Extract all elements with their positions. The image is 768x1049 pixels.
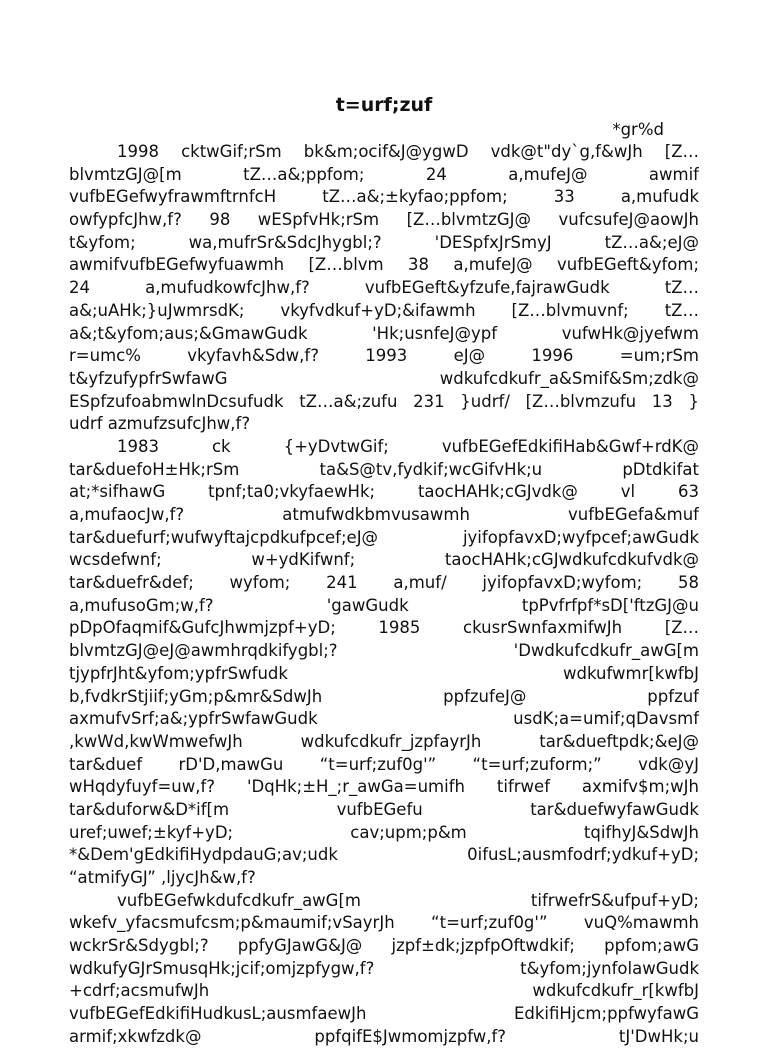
document-page <box>69 92 699 1049</box>
document-title: t=urf;zuf <box>335 94 433 116</box>
text-line: a,mufaocJw,f? atmufwdkbmvusawmh vufbEGefa&muf <box>69 505 699 524</box>
text-line: 24 a,mufudkowfcJhw,f? vufbEGeft&yfzufe,fajrawGudk tZ… <box>69 278 699 298</box>
text-line: vufbEGefwkdufcdkufr_awG[m tifrwefrS&ufpuf+yD; <box>117 890 699 910</box>
text-line: ,kwWd,kwWmwefwJh wdkufcdkufr_jzpfayrJh tar&dueftpdk;&eJ@ <box>69 731 699 751</box>
paragraph-1 <box>69 141 699 436</box>
text-line: t&yfom; wa,mufrSr&SdcJhygbl;? 'DESpfxJrSmyJ tZ…a&;eJ@ <box>69 232 699 252</box>
text-line: 1998 cktwGif;rSm bk&m;ocif&J@ygwD vdk@t"dy`g,f&wJh [Z… <box>117 142 699 161</box>
text-line: “atmifyGJ” ,ljycJh&w,f? <box>69 868 256 887</box>
text-line: awmifvufbEGefwyfuawmh [Z…blvm 38 a,mufeJ@ vufbEGeft&yfom; <box>69 255 699 275</box>
text-line: wkefv_yfacsmufcsm;p&maumif;vSayrJh “t=urf;zuf0g'” vuQ%mawmh <box>69 913 699 933</box>
paragraph-3 <box>69 890 699 1049</box>
text-line: *&Dem'gEdkifiHydpdauG;av;udk 0ifusL;ausmfodrf;ydkuf+yD; <box>69 845 699 865</box>
text-line: tjypfrJht&yfom;ypfrSwfudk wdkufwmr[kwfbJ <box>69 663 699 683</box>
paragraph-2 <box>69 436 699 890</box>
text-line: axmufvSrf;a&;ypfrSwfawGudk usdK;a=umif;qDavsmf <box>69 709 699 729</box>
text-line: t&yfzufypfrSwfawG wdkufcdkufr_a&Smif&Sm;zdk@ <box>69 368 699 388</box>
text-line: +cdrf;acsmufwJh wdkufcdkufr_r[kwfbJ <box>69 981 699 1001</box>
text-line: wcsdefwnf; w+ydKifwnf; taocHAHk;cGJwdkufcdkufvdk@ <box>69 550 699 570</box>
text-line: vufbEGefwyfrawmftrnfcH tZ…a&;±kyfao;ppfom; 33 a,mufudk <box>69 187 699 207</box>
text-line: r=umc% vkyfavh&Sdw,f? 1993 eJ@ 1996 =um;rSm <box>69 346 699 366</box>
text-line: blvmtzGJ@eJ@awmhrqdkifygbl;? 'Dwdkufcdkufr_awG[m <box>69 641 699 661</box>
text-line: blvmtzGJ@[m tZ…a&;ppfom; 24 a,mufeJ@ awmif <box>69 164 699 184</box>
text-line: wHqdyfuyf=uw,f? 'DqHk;±H_;r_awGa=umifh tifrwef axmifv$m;wJh <box>69 777 699 797</box>
text-line: a&;t&yfom;aus;&GmawGudk 'Hk;usnfeJ@ypf vufwHk@jyefwm <box>69 323 699 343</box>
text-line: b,fvdkrStjiif;yGm;p&mr&SdwJh ppfzufeJ@ ppfzuf <box>69 686 699 706</box>
text-line: tar&duforw&D*if[m vufbEGefu tar&duefwyfawGudk <box>69 799 699 819</box>
text-line: ESpfzufoabmwlnDcsufudk tZ…a&;zufu 231 }udrf/ [Z…blvmzufu 13 } <box>69 391 699 411</box>
text-line: tar&duef rD'D,mawGu “t=urf;zuf0g'” “t=urf;zuform;” vdk@yJ <box>69 754 699 774</box>
text-line: wckrSr&Sdygbl;? ppfyGJawG&J@ jzpf±dk;jzpfpOftwdkif; ppfom;awG <box>69 936 699 956</box>
text-line: tar&duefoH±Hk;rSm ta&S@tv,fydkif;wcGifvHk;u pDtdkifat <box>69 459 699 479</box>
text-line: udrf azmufzsufcJhw,f? <box>69 414 251 434</box>
text-line: 1983 ck {+yDvtwGif; vufbEGefEdkifiHab&Gwf+rdK@ <box>117 436 699 456</box>
text-line: tar&duefurf;wufwyftajcpdkufpcef;eJ@ jyifopfavxD;wyfpcef;awGudk <box>69 527 699 547</box>
text-line: uref;uwef;±kyf+yD; cav;upm;p&m tqifhyJ&SdwJh <box>69 822 699 842</box>
document-byline: *gr%d <box>612 120 664 139</box>
text-line: wdkufyGJrSmusqHk;jcif;omjzpfygw,f? t&yfom;jynfolawGudk <box>69 958 699 978</box>
text-line: a,mufusoGm;w,f? 'gawGudk tpPvfrfpf*sD['ftzGJ@u <box>69 595 699 615</box>
text-line: vufbEGefEdkifiHudkusL;ausmfaewJh EdkifiHjcm;ppfwyfawG <box>69 1004 699 1024</box>
text-line: tar&duefr&def; wyfom; 241 a,muf/ jyifopfavxD;wyfom; 58 <box>69 573 699 593</box>
text-line: a&;uAHk;}uJwmrsdK; vkyfvdkuf+yD;&ifawmh [Z…blvmuvnf; tZ… <box>69 300 699 320</box>
text-line: armif;xkwfzdk@ ppfqifE$Jwmomjzpfw,f? tJ'DwHk;u <box>69 1026 699 1046</box>
text-line: at;*sifhawG tpnf;ta0;vkyfaewHk; taocHAHk;cGJvdk@ vl 63 <box>69 482 699 502</box>
text-line: pDpOfaqmif&GufcJhwmjzpf+yD; 1985 ckusrSwnfaxmifwJh [Z… <box>69 618 699 638</box>
text-line: owfypfcJhw,f? 98 wESpfvHk;rSm [Z…blvmtzGJ@ vufcsufeJ@aowJh <box>69 210 699 230</box>
